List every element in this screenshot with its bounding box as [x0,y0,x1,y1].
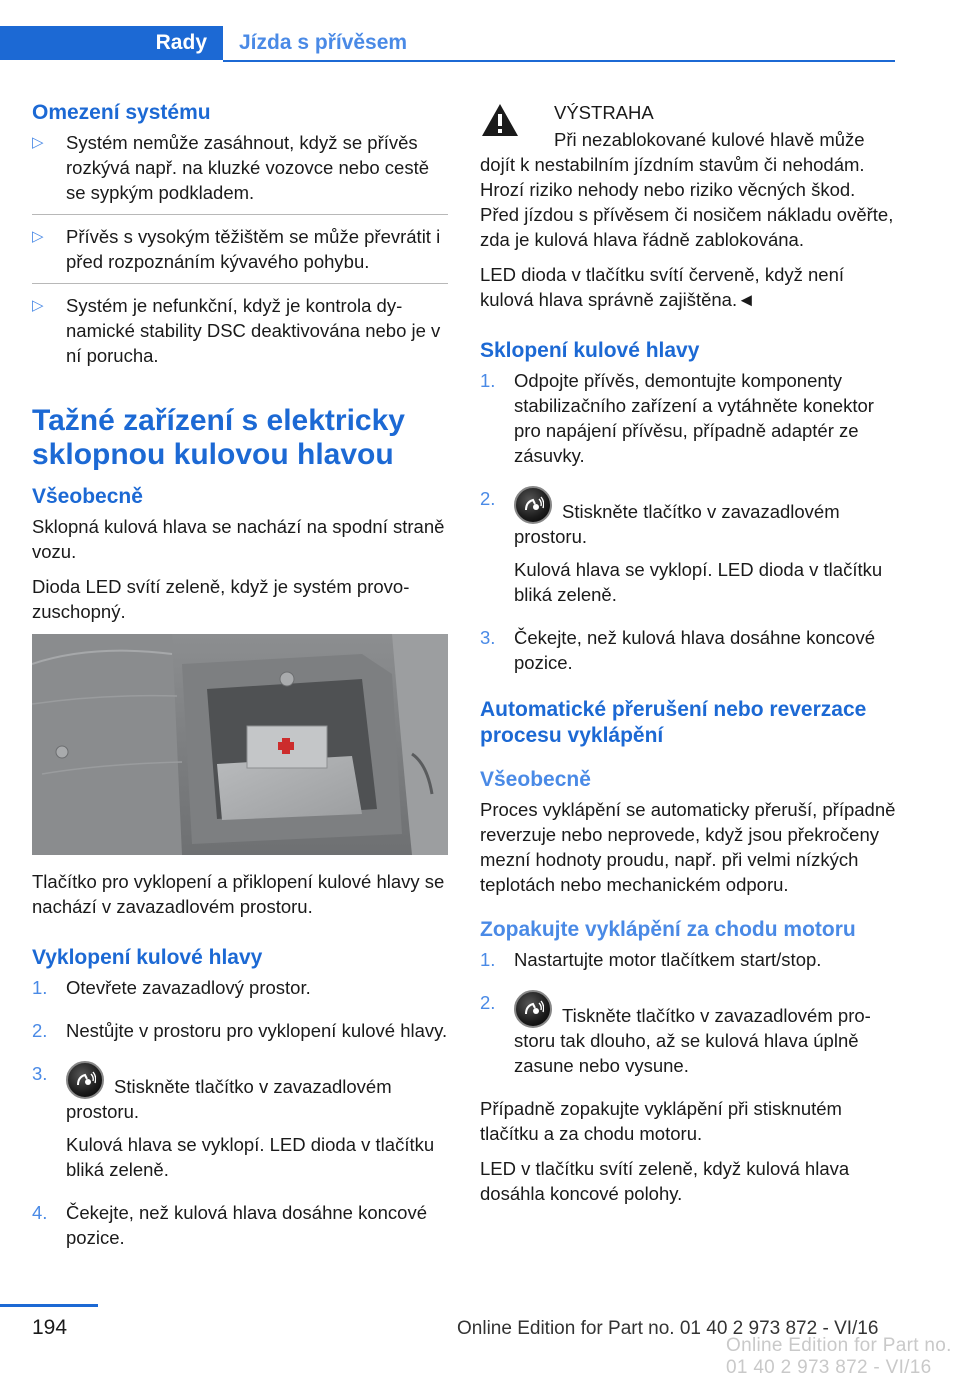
tab-rady[interactable]: Rady [0,26,223,60]
step-item [480,368,896,477]
step-item [480,947,896,981]
tow-hitch-button-icon [514,486,552,524]
triangle-right-icon: ▷ [32,134,44,151]
paragraph: Sklopná kulová hlava se nachází na spodní straně vozu. [32,516,445,562]
chapter-title: Tažné zařízení s elektricky sklopnou kulovou hlavou [32,404,405,471]
header-bar [0,26,895,62]
step-number: 2. [480,488,496,509]
warning-text: Při nezablokované kulové hlavě může dojít k nestabilním jízdním stavům či nehodám. Hrozí riziko nehody nebo riziko věcných škod. Před jízdou s přívěsem či nosičem nákladu ověřte, zda je kulová hlava řádně zablokována. [480,129,894,250]
list-item-text: Systém nemůže zasáhnout, když se přívěs rozkývá např. na kluzké vozovce nebo cestě se sypkým podkladem. [66,132,429,203]
triangle-right-icon: ▷ [32,297,44,314]
paragraph: LED v tlačítku svítí zeleně, když kulová hlava dosáhla koncové polohy. [480,1158,850,1204]
triangle-right-icon: ▷ [32,228,44,245]
step-text: Odpojte přívěs, demontujte komponenty stabilizačního zařízení a vytáhněte konektor pro napájení přívěsu, případně adaptér ze zásuvky. [514,370,874,466]
step-text: Stiskněte tlačítko v zavazadlovém prostoru. [66,1076,392,1122]
sklopeni-steps [480,368,896,684]
step-number: 1. [480,949,496,970]
paragraph: Dioda LED svítí zeleně, když je systém provozuschopný. [32,576,410,622]
step-text: Nastartujte motor tlačítkem start/stop. [514,949,822,970]
list-item [32,224,448,284]
list-item [32,130,448,215]
section-title-sklopeni: Sklopení kulové hlavy [480,339,700,362]
photo-caption: Tlačítko pro vyklopení a přiklopení kulové hlavy se nachází v zavazadlovém prostoru. [32,871,445,917]
step-item [480,486,896,616]
step-text: Čekejte, než kulová hlava dosáhne koncové pozice. [66,1202,427,1248]
vyklopeni-steps [32,975,448,1259]
warning-title: VÝSTRAHA [554,102,654,123]
section-title-vseobecne-2: Všeobecně [480,768,591,791]
step-number: 3. [480,627,496,648]
step-item [32,975,448,1009]
step-number: 2. [32,1020,48,1041]
step-subtext: Kulová hlava se vyklopí. LED dioda v tlačítku bliká zeleně. [66,1134,435,1180]
step-number: 4. [32,1202,48,1223]
step-text: Otevřete zavazadlový prostor. [66,977,311,998]
step-text: Stiskněte tlačítko v zavazadlovém prostoru. [514,501,840,547]
footer-edition: Online Edition for Part no. 01 40 2 973 872 - VI/16 [457,1318,879,1339]
step-item [480,625,896,684]
step-number: 1. [480,370,496,391]
list-item [32,293,448,377]
tow-hitch-button-icon [514,990,552,1028]
paragraph: Proces vyklápění se automaticky přeruší, případně reverzuje nebo neprovede, když jsou překročeny mezní hodnoty proudu, např. při velmi nízkých teplotách nebo mechanickém odporu. [480,799,896,895]
step-number: 3. [32,1063,48,1084]
step-text: Tiskněte tlačítko v zavazadlovém prostoru tak dlouho, až se kulová hlava úplně zasune nebo vysune. [514,1005,871,1076]
step-item [480,990,896,1087]
page-number: 194 [32,1316,68,1339]
list-item-text: Systém je nefunkční, když je kontrola dynamické stability DSC deaktivována nebo je v ní porucha. [66,295,441,366]
section-title-vseobecne: Všeobecně [32,485,143,508]
section-title-omezeni: Omezení systému [32,101,211,124]
paragraph: Případně zopakujte vyklápění při stisknutém tlačítku a za chodu motoru. [480,1098,842,1144]
watermark: Online Edition for Part no. 01 40 2 973 872 - VI/16 [726,1335,952,1378]
footer-rule [0,1304,98,1307]
section-title-vyklopeni: Vyklopení kulové hlavy [32,946,263,969]
left-column [32,100,448,1268]
omezeni-list [32,130,448,377]
step-number: 1. [32,977,48,998]
step-text: Čekejte, než kulová hlava dosáhne koncové pozice. [514,627,875,673]
paragraph: LED dioda v tlačítku svítí červeně, když není kulová hlava správně zajištěna.◄ [480,264,845,310]
step-item [32,1061,448,1191]
warning-triangle-icon [480,102,520,138]
step-text: Nestůjte v prostoru pro vyklopení kulové hlavy. [66,1020,448,1041]
tab-jizda-s-privesem[interactable]: Jízda s přívěsem [239,31,408,54]
step-subtext: Kulová hlava se vyklopí. LED dioda v tlačítku bliká zeleně. [514,559,883,605]
trunk-photo [32,634,448,855]
zopakujte-steps [480,947,896,1087]
header-rule [223,60,895,62]
step-item [32,1200,448,1259]
tow-hitch-button-icon [66,1061,104,1099]
section-title-automaticke: Automatické přerušení nebo reverzace procesu vyklápění [480,698,867,747]
step-number: 2. [480,992,496,1013]
step-item [32,1018,448,1052]
right-column [480,100,896,1216]
warning-block [480,100,896,125]
list-item-text: Přívěs s vysokým těžištěm se může převrátit i před rozpoznáním kývavého pohybu. [66,226,441,272]
section-title-zopakujte: Zopakujte vyklápění za chodu motoru [480,918,856,941]
